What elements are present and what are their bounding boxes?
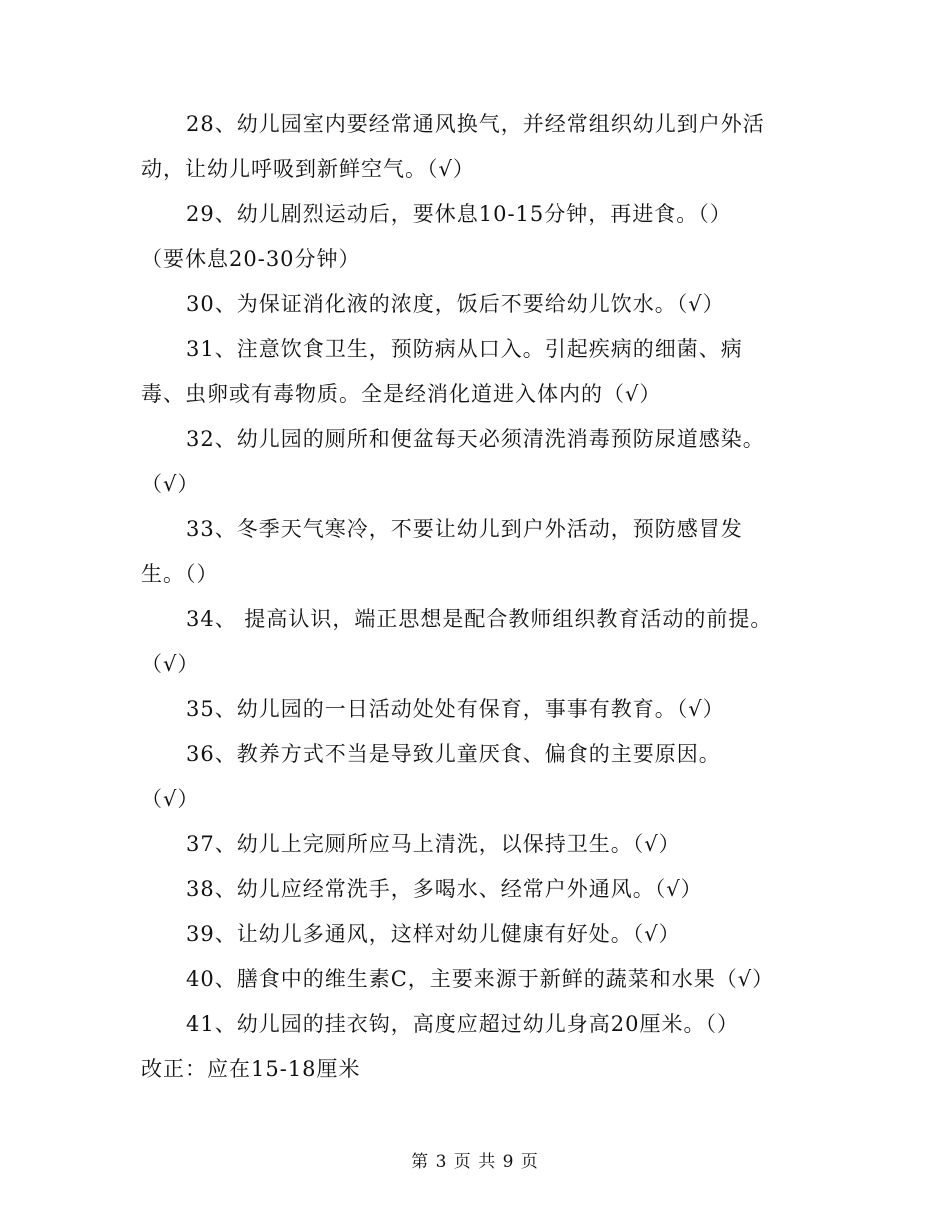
text-line: 改正：应在15-18厘米 bbox=[141, 1057, 361, 1081]
text-line: 动，让幼儿呼吸到新鲜空气。（√） bbox=[141, 157, 475, 181]
text-line: 28、幼儿园室内要经常通风换气，并经常组织幼儿到户外活 bbox=[186, 112, 765, 136]
text-line: 毒、虫卵或有毒物质。全是经消化道进入体内的（√） bbox=[141, 382, 662, 406]
text-line: 生。（） bbox=[141, 562, 219, 586]
text-line: 32、幼儿园的厕所和便盆每天必须清洗消毒预防尿道感染。 bbox=[186, 427, 765, 451]
text-line: 36、教养方式不当是导致儿童厌食、偏食的主要原因。 bbox=[186, 742, 721, 766]
text-line: 38、幼儿应经常洗手，多喝水、经常户外通风。（√） bbox=[186, 877, 703, 901]
text-line: 33、冬季天气寒冷，不要让幼儿到户外活动，预防感冒发 bbox=[186, 517, 743, 541]
text-line: 31、注意饮食卫生，预防病从口入。引起疾病的细菌、病 bbox=[186, 337, 743, 361]
text-line: 40、膳食中的维生素C，主要来源于新鲜的蔬菜和水果（√） bbox=[186, 967, 775, 991]
text-line: 34、 提高认识，端正思想是配合教师组织教育活动的前提。 bbox=[186, 607, 773, 631]
text-line: 30、为保证消化液的浓度，饭后不要给幼儿饮水。（√） bbox=[186, 292, 725, 316]
text-line: （要休息20-30分钟） bbox=[141, 247, 361, 271]
text-line: 29、幼儿剧烈运动后，要休息10-15分钟，再进食。（） bbox=[186, 202, 732, 226]
text-line: 41、幼儿园的挂衣钩，高度应超过幼儿身高20厘米。（） bbox=[186, 1012, 739, 1036]
text-line: 37、幼儿上完厕所应马上清洗，以保持卫生。（√） bbox=[186, 832, 681, 856]
text-line: 39、让幼儿多通风，这样对幼儿健康有好处。（√） bbox=[186, 922, 681, 946]
text-line: 35、幼儿园的一日活动处处有保育，事事有教育。（√） bbox=[186, 697, 725, 721]
text-line: （√） bbox=[141, 472, 200, 496]
text-line: （√） bbox=[141, 652, 200, 676]
page-footer: 第 3 页 共 9 页 bbox=[411, 1152, 539, 1172]
text-line: （√） bbox=[141, 787, 200, 811]
